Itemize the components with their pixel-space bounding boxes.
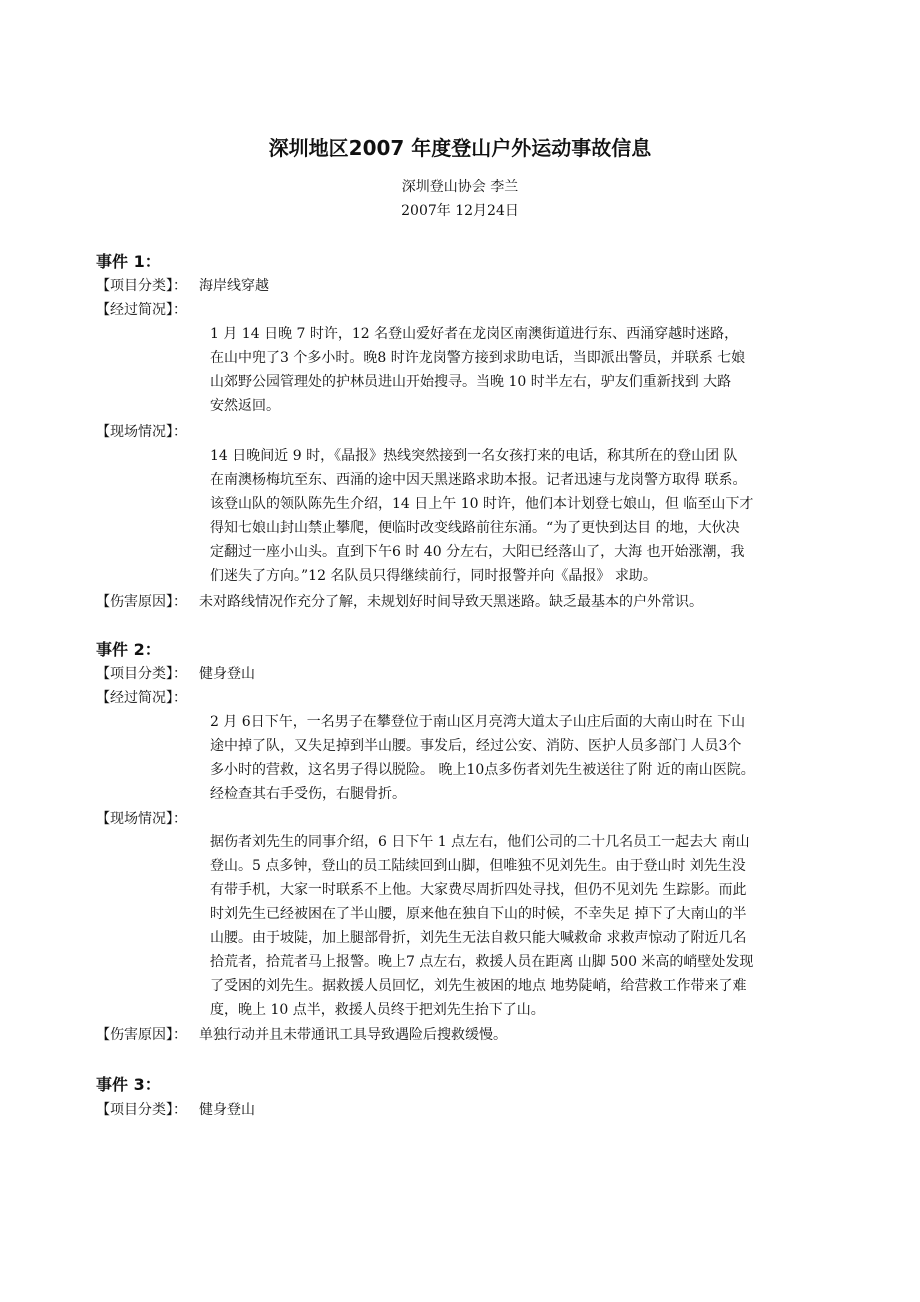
event-3-title: 事件 3： — [96, 1075, 161, 1094]
event-2-scene-line: 了受困的刘先生。据救援人员回忆，刘先生被困的地点 地势陡峭，给营救工作带来了难 — [210, 978, 747, 994]
event-2-scene-line: 度，晚上 10 点半，救援人员终于把刘先生抬下了山。 — [210, 1002, 545, 1018]
event-1-scene-line: 在南澳杨梅坑至东、西涌的途中因天黑迷路求助本报。记者迅速与龙岗警方取得 联系。 — [210, 472, 747, 488]
event-3-category: 健身登山 — [199, 1102, 255, 1118]
event-1-summary-line: 1 月 14 日晚 7 时许，12 名登山爱好者在龙岗区南澳街道进行东、西涌穿越时迷路， — [210, 326, 739, 342]
event-1-cause-row — [96, 590, 703, 614]
event-2-category: 健身登山 — [199, 666, 255, 682]
event-1-summary — [210, 322, 840, 418]
event-2-category-row — [96, 662, 255, 686]
event-1-category: 海岸线穿越 — [199, 278, 269, 294]
event-2-summary-line: 2 月 6日下午，一名男子在攀登位于南山区月亮湾大道太子山庄后面的大南山时在 下山 — [210, 714, 746, 730]
event-2-scene-line: 时刘先生已经被困在了半山腰，原来他在独自下山的时候，不幸失足 掉下了大南山的半 — [210, 906, 747, 922]
event-1-scene-line: 定翻过一座小山头。直到下午6 时 40 分左右，大阳已经落山了，大海 也开始涨潮，我 — [210, 544, 745, 560]
event-2-scene-line: 据伤者刘先生的同事介绍，6 日下午 1 点左右，他们公司的二十几名员工一起去大 南山 — [210, 834, 750, 850]
event-1-scene-line: 该登山队的领队陈先生介绍，14 日上午 10 时许，他们本计划登七娘山，但 临至山下才 — [210, 496, 754, 512]
event-2-summary-line: 途中掉了队，又失足掉到半山腰。事发后，经过公安、消防、医护人员多部门 人员3个 — [210, 738, 742, 754]
event-1-summary-line: 山郊野公园管理处的护林员进山开始搜寻。当晚 10 时半左右，驴友们重新找到 大路 — [210, 374, 732, 390]
event-2-summary-line: 经检查其右手受伤，右腿骨折。 — [210, 786, 406, 802]
event-2-scene-label: 【现场情况】： — [96, 811, 187, 827]
event-2-scene — [210, 830, 840, 1022]
event-1-cause: 未对路线情况作充分了解，未规划好时间导致天黑迷路。缺乏最基本的户外常识。 — [199, 594, 703, 610]
event-1-summary-line: 在山中兜了3 个多小时。晚8 时许龙岗警方接到求助电话，当即派出警员，并联系 七娘 — [210, 350, 746, 366]
document-date: 2007年 12月24日 — [401, 203, 519, 219]
category-label: 【项目分类】： — [96, 666, 187, 682]
event-1-scene-label: 【现场情况】： — [96, 424, 187, 440]
event-1-title: 事件 1： — [96, 252, 161, 271]
event-1-scene — [210, 444, 840, 588]
event-1-summary-line: 安然返回。 — [210, 398, 280, 414]
event-1-category-row — [96, 274, 269, 298]
event-2-scene-line: 山腰。由于坡陡，加上腿部骨折，刘先生无法自救只能大喊救命 求救声惊动了附近几名 — [210, 930, 747, 946]
event-2-scene-line: 有带手机，大家一时联系不上他。大家费尽周折四处寻找，但仍不见刘先 生踪影。而此 — [210, 882, 747, 898]
event-2-summary-line: 多小时的营救，这名男子得以脱险。 晚上10点多伤者刘先生被送往了附 近的南山医院。 — [210, 762, 755, 778]
category-label: 【项目分类】： — [96, 278, 187, 294]
event-2-scene-line: 登山。5 点多钟，登山的员工陆续回到山脚，但唯独不见刘先生。由于登山时 刘先生没 — [210, 858, 746, 874]
cause-label: 【伤害原因】： — [96, 1027, 187, 1043]
event-2-cause: 单独行动并且未带通讯工具导致遇险后搜救缓慢。 — [199, 1027, 507, 1043]
event-2-cause-row — [96, 1023, 507, 1047]
event-1-summary-label: 【经过简况】： — [96, 302, 187, 318]
category-label: 【项目分类】： — [96, 1102, 187, 1118]
document-author: 深圳登山协会 李兰 — [401, 179, 519, 195]
cause-label: 【伤害原因】： — [96, 594, 187, 610]
event-2-title: 事件 2： — [96, 640, 161, 659]
event-2-summary — [210, 710, 840, 806]
event-2-summary-label: 【经过简况】： — [96, 690, 187, 706]
event-1-scene-line: 们迷失了方向。”12 名队员只得继续前行，同时报警并向《晶报》 求助。 — [210, 568, 657, 584]
event-3-category-row — [96, 1098, 255, 1122]
event-1-scene-line: 得知七娘山封山禁止攀爬，便临时改变线路前往东涌。“为了更快到达目 的地，大伙决 — [210, 520, 740, 536]
event-2-scene-line: 拾荒者，拾荒者马上报警。晚上7 点左右，救援人员在距离 山脚 500 米高的峭壁处发现 — [210, 954, 754, 970]
document-title: 深圳地区2007 年度登山户外运动事故信息 — [268, 136, 652, 160]
event-1-scene-line: 14 日晚间近 9 时，《晶报》热线突然接到一名女孩打来的电话，称其所在的登山团 队 — [210, 448, 738, 464]
